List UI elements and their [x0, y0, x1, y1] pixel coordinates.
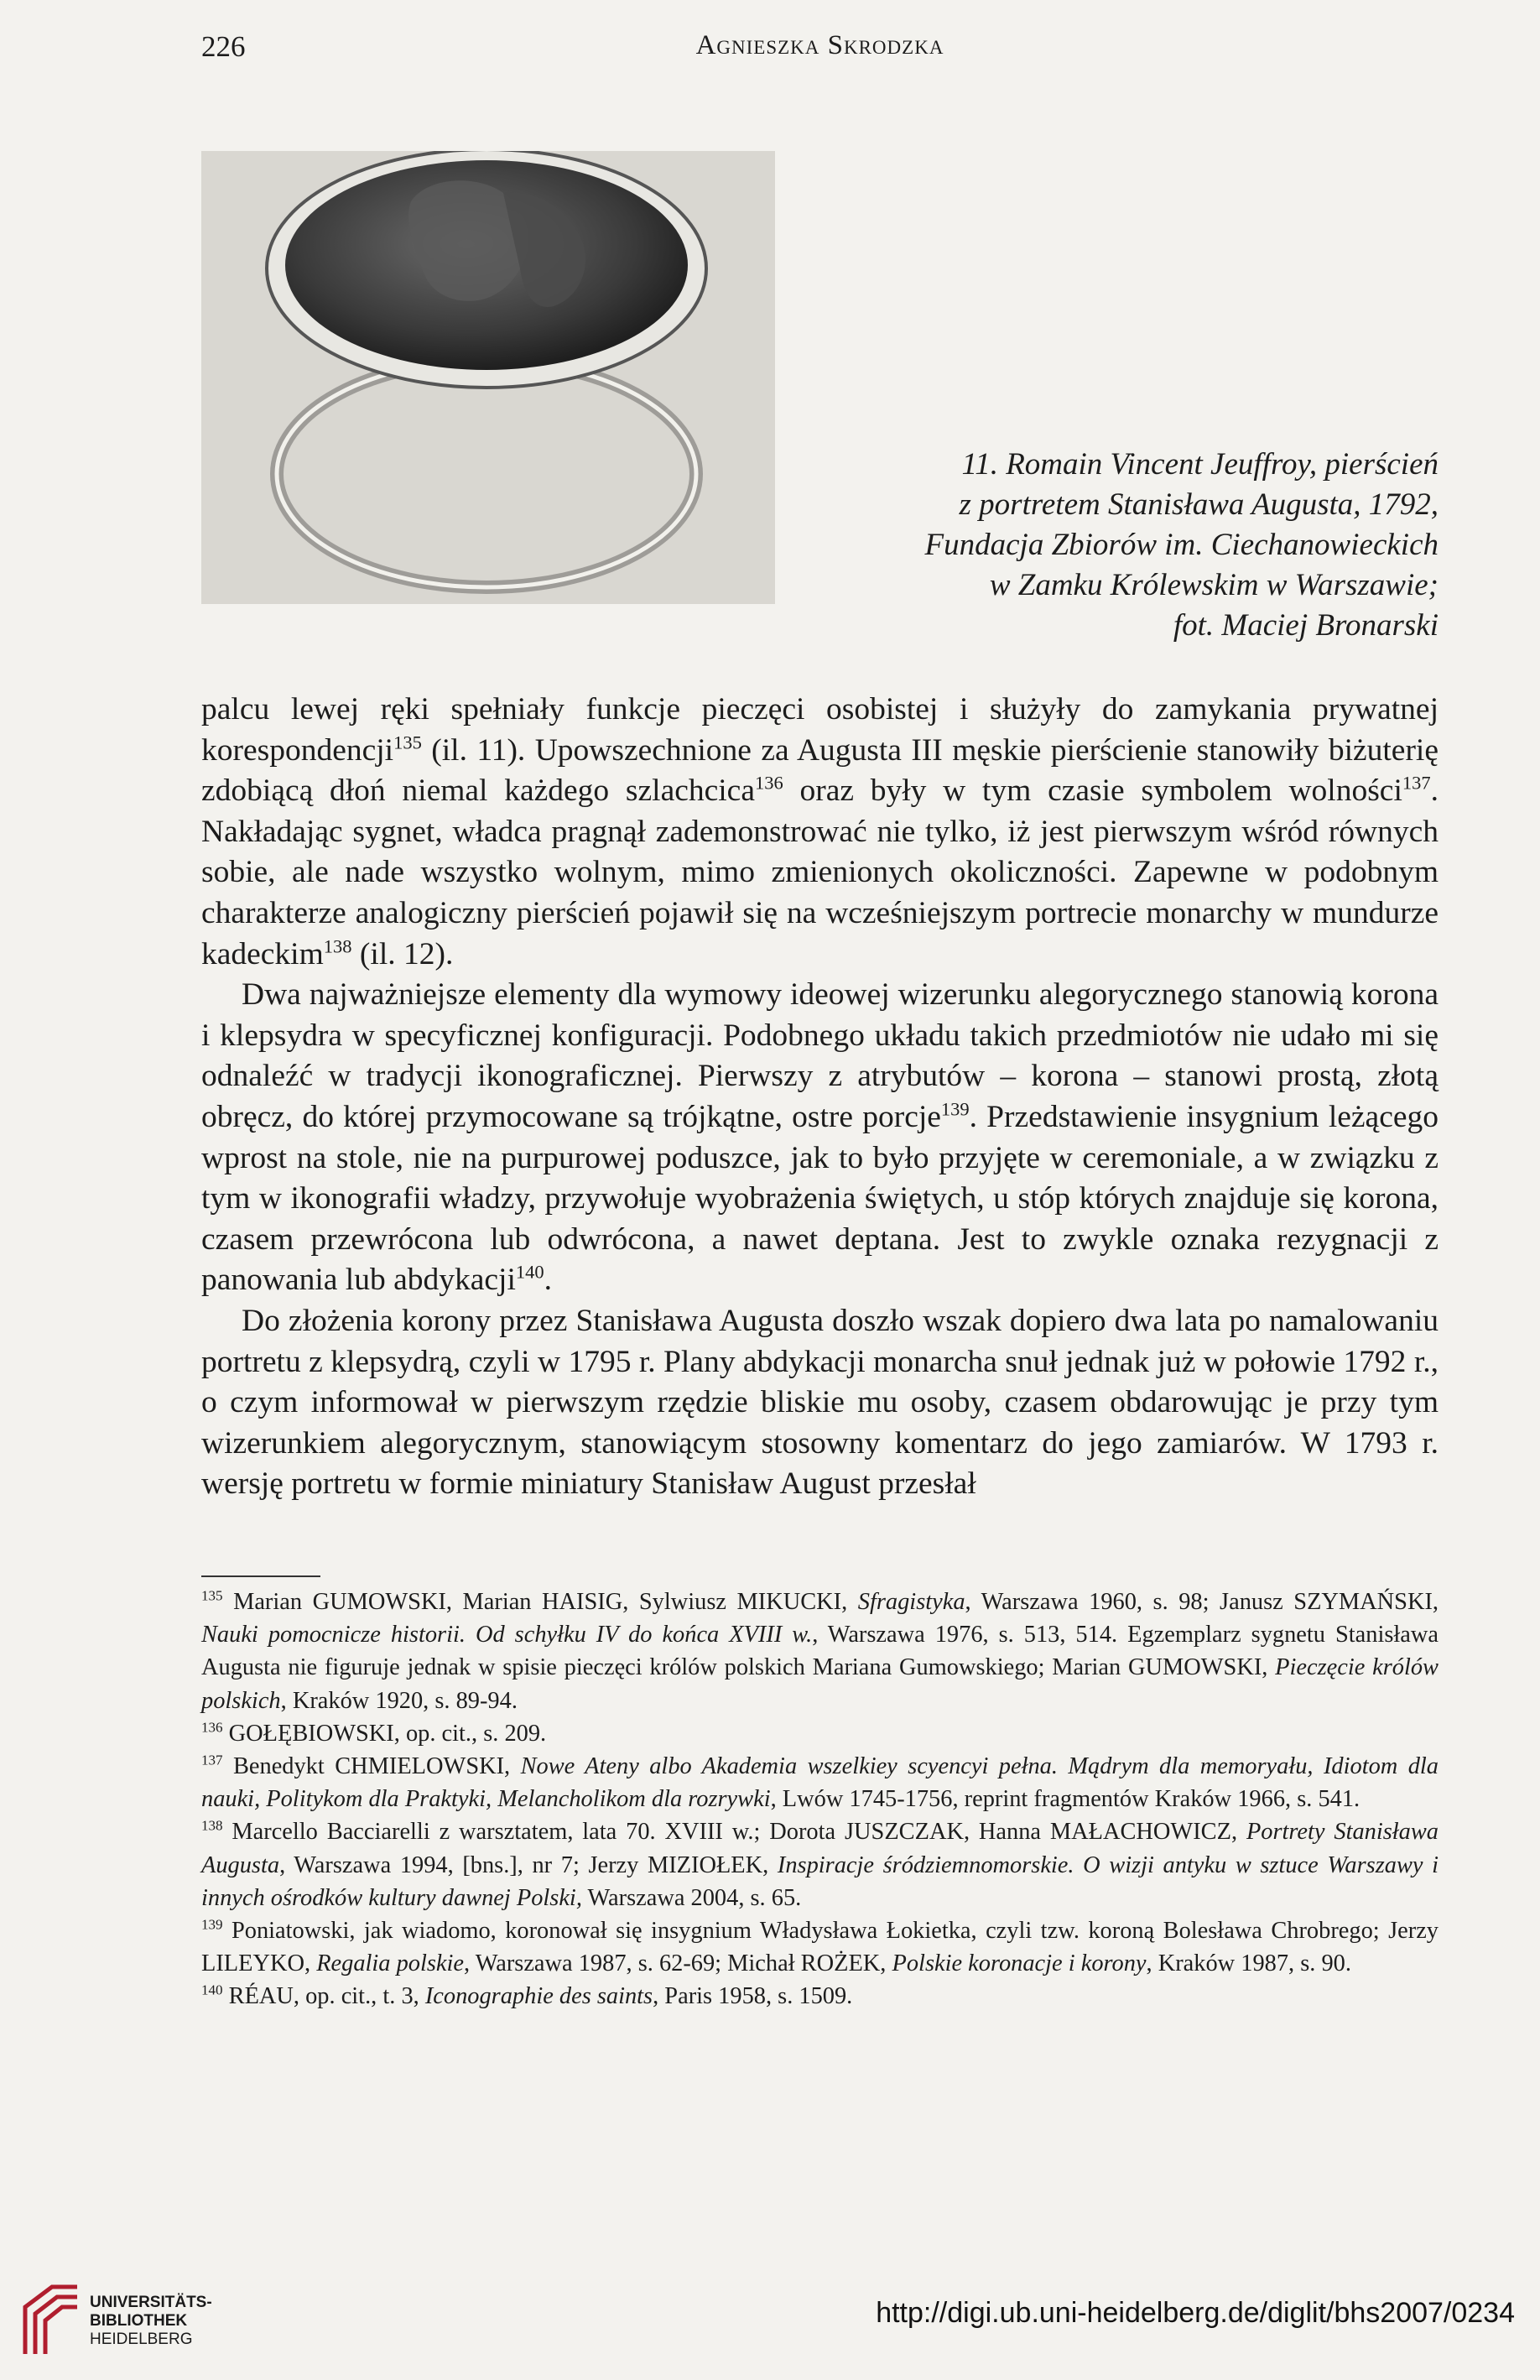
library-logo-icon: [18, 2282, 81, 2356]
footnote-divider: [201, 1575, 320, 1577]
footnote-137: $^{137}$ Benedykt CHMIELOWSKI, Nowe Ateny albo Akademia wszelkiey scyencyi pełna. Mądrym dla memoryału, Idiotom dla nauki, Politykom dla Praktyki, Melancholikom dla rozrywki, Lwów 1745-1756, reprint fragmentów Kraków 1966, s. 541.: [201, 1752, 1439, 1813]
footnote-140: $^{140}$ RÉAU, op. cit., t. 3, Iconographie des saints, Paris 1958, s. 1509.: [201, 1982, 853, 2010]
paragraph: Do złożenia korony przez Stanisława Augusta doszło wszak dopiero dwa lata po namalowaniu portretu z klepsydrą, czyli w 1795 r. Plany abdykacji monarcha snuł jednak już w połowie 1792 r., o czym informował w pierwszym rzędzie bliskie mu osoby, czasem obdarowując je przy tym wizerunkiem alegorycznym, stanowiącym stosowny komentarz do jego zamiarów. W 1793 r. wersję portretu w formie miniatury Stanisław August przesłał: [201, 1303, 1439, 1502]
signet-ring-image: [201, 151, 775, 604]
ring-photo: [201, 151, 775, 604]
running-head: Agnieszka Skrodzka: [695, 30, 944, 60]
footnote-ref: 135: [393, 732, 422, 753]
body-text: [201, 690, 1439, 1505]
footnote-ref: 140: [515, 1261, 544, 1283]
page-number: 226: [201, 30, 246, 63]
footnote-139: $^{139}$ Poniatowski, jak wiadomo, koronował się insygnium Władysława Łokietka, czyli tzw. koroną Bolesława Chrobrego; Jerzy LILEYKO, Regalia polskie, Warszawa 1987, s. 62-69; Michał ROŻEK, Polskie koronacje i korony, Kraków 1987, s. 90.: [201, 1916, 1439, 1977]
source-url-link[interactable]: http://digi.ub.uni-heidelberg.de/diglit/bhs2007/0234: [876, 2297, 1515, 2329]
paragraph: palcu lewej ręki spełniały funkcje pieczęci osobistej i służyły do zamykania prywatnej korespondencji$^{135}$ (il. 11). Upowszechnione za Augusta III męskie pierścienie stanowiły biżuterię zdobiącą dłoń niemal każdego szlachcica$^{136}$ oraz były w tym czasie symbolem wolności$^{137}$. Nakładając sygnet, władca pragnął zademonstrować nie tylko, iż jest pierwszym wśród równych sobie, ale nade wszystko wolnym, mimo zmienionych okoliczności. Zapewne w podobnym charakterze analogiczny pierścień pojawił się na wcześniejszym portrecie monarchy w mundurze kadeckim$^{138}$ (il. 12).: [201, 692, 1439, 971]
footnote-ref: 137: [1402, 772, 1431, 794]
page-header: [201, 30, 1439, 72]
caption-line: 11. Romain Vincent Jeuffroy, pierścień: [961, 447, 1439, 482]
footnote-ref: 136: [754, 772, 783, 794]
footnote-ref: 138: [323, 935, 352, 957]
footnote-138: $^{138}$ Marcello Bacciarelli z warsztatem, lata 70. XVIII w.; Dorota JUSZCZAK, Hanna MAŁACHOWICZ, Portrety Stanisława Augusta, Warszawa 1994, [bns.], nr 7; Jerzy MIZIOŁEK, Inspiracje śródziemnomorskie. O wizji antyku w sztuce Warszawy i innych ośrodków kultury dawnej Polski, Warszawa 2004, s. 65.: [201, 1817, 1439, 1911]
figure-caption: [805, 445, 1439, 646]
caption-line: w Zamku Królewskim w Warszawie;: [989, 568, 1439, 602]
footnote-136: $^{136}$ GOŁĘBIOWSKI, op. cit., s. 209.: [201, 1719, 547, 1747]
footnotes: [201, 1586, 1439, 2013]
footnote-ref: 139: [940, 1098, 970, 1120]
footnote-135: $^{135}$ Marian GUMOWSKI, Marian HAISIG, Sylwiusz MIKUCKI, Sfragistyka, Warszawa 1960, s. 98; Janusz SZYMAŃSKI, Nauki pomocnicze historii. Od schyłku IV do końca XVIII w., Warszawa 1976, s. 513, 514. Egzemplarz sygnetu Stanisława Augusta nie figuruje jednak w spisie pieczęci królów polskich Mariana Gumowskiego; Marian GUMOWSKI, Pieczęcie królów polskich, Kraków 1920, s. 89-94.: [201, 1587, 1439, 1714]
library-logo[interactable]: [18, 2282, 237, 2357]
library-name: UNIVERSITÄTS- BIBLIOTHEK HEIDELBERG: [90, 2294, 212, 2348]
caption-line: Fundacja Zbiorów im. Ciechanowieckich: [924, 528, 1439, 562]
caption-line: z portretem Stanisława Augusta, 1792,: [959, 487, 1439, 522]
paragraph: Dwa najważniejsze elementy dla wymowy ideowej wizerunku alegorycznego stanowią korona i klepsydra w specyficznej konfiguracji. Podobnego układu takich przedmiotów nie udało mi się odnaleźć w tradycji ikonograficznej. Pierwszy z atrybutów – korona – stanowi prostą, złotą obręcz, do której przymocowane są trójkątne, ostre porcje$^{139}$. Przedstawienie insygnium leżącego wprost na stole, nie na purpurowej poduszce, jak to było przyjęte w ceremoniale, a w związku z tym w ikonografii władzy, przywołuje wyobrażenia świętych, u stóp których znajduje się korona, czasem przewrócona lub odwrócona, a nawet deptana. Jest to zwykle oznaka rezygnacji z panowania lub abdykacji$^{140}$.: [201, 977, 1439, 1298]
caption-line: fot. Maciej Bronarski: [1173, 608, 1439, 643]
